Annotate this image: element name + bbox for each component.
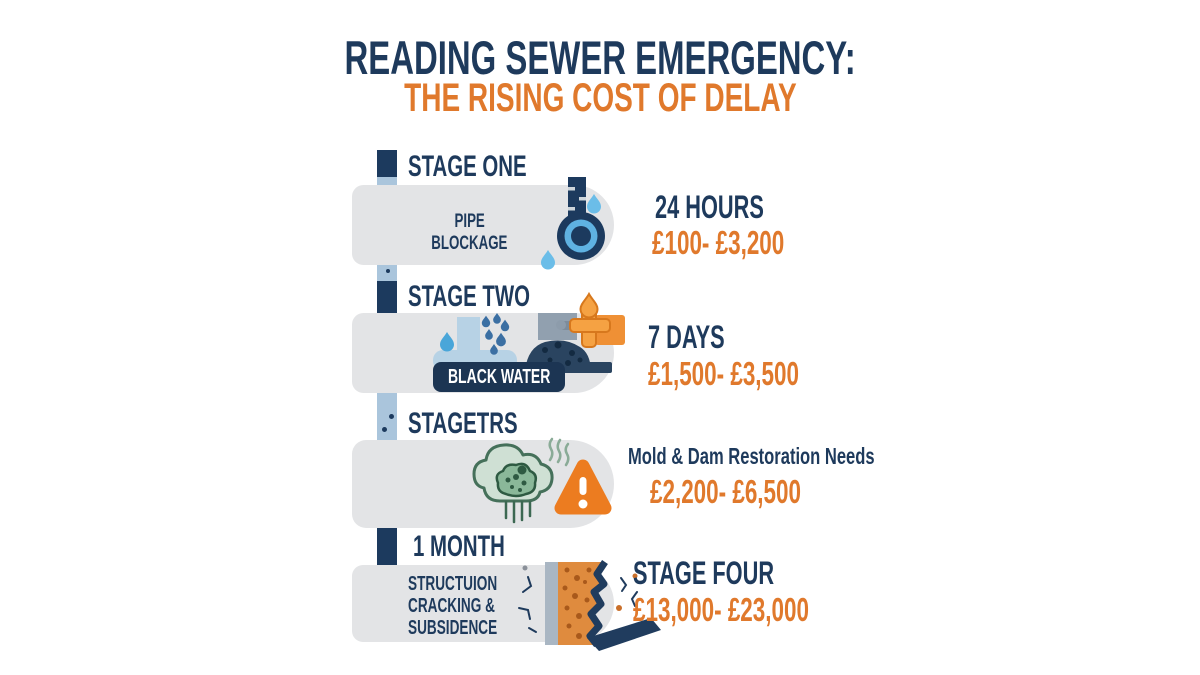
stage-three-cost-text: £2,200- £6,500: [650, 473, 801, 510]
stage-two-time: [648, 319, 761, 356]
stage-four-label-line1: STRUCTUION: [408, 573, 498, 595]
stage-four-cost-text: £13,000- £23,000: [633, 591, 809, 628]
stage-three-cost: [650, 473, 872, 511]
black-water-badge-text: BLACK WATER: [447, 365, 551, 388]
page-title-text: READING SEWER EMERGENCY:: [344, 31, 856, 84]
stage-one-label-line1: PIPE: [454, 211, 485, 232]
stage-one-label-line2: BLOCKAGE: [431, 233, 508, 254]
page-subtitle: [0, 76, 1200, 121]
black-water-badge: [433, 362, 565, 392]
stage-three-note: [628, 443, 971, 470]
stage-two-cost: [648, 355, 870, 393]
stage-four-label-line3: SUBSIDENCE: [408, 617, 498, 639]
stage-two-cost-text: £1,500- £3,500: [648, 355, 799, 392]
stage-two-heading-text: STAGE TWO: [408, 280, 531, 313]
page-subtitle-text: THE RISING COST OF DELAY: [403, 76, 797, 120]
mold-warning-icon: [450, 428, 615, 533]
stage-four-heading-text: 1 MONTH: [413, 530, 505, 563]
stage-two-time-text: 7 DAYS: [648, 319, 725, 355]
bubble-dot: [382, 427, 387, 432]
stage-one-cost-text: £100- £3,200: [652, 224, 785, 261]
leaking-pipe-icon: [532, 175, 642, 285]
timeline-segment: [377, 150, 397, 177]
bubble-dot: [389, 414, 394, 419]
stage-one-cost: [652, 224, 847, 262]
stage-four-time-text: STAGE FOUR: [633, 555, 775, 591]
stage-four-label-line2: CRACKING &: [408, 595, 495, 617]
stage-one-heading-text: STAGE ONE: [408, 150, 527, 183]
stage-four-cost: [633, 591, 892, 629]
stage-one-time: [655, 189, 815, 226]
stage-three-note-text: Mold & Dam Restoration Needs: [628, 443, 875, 469]
stage-one-card-label: [407, 211, 532, 255]
bubble-dot: [386, 269, 390, 273]
stage-four-time: [633, 555, 840, 592]
stage-three-heading-text: STAGETRS: [408, 407, 518, 440]
stage-one-time-text: 24 HOURS: [655, 189, 764, 225]
